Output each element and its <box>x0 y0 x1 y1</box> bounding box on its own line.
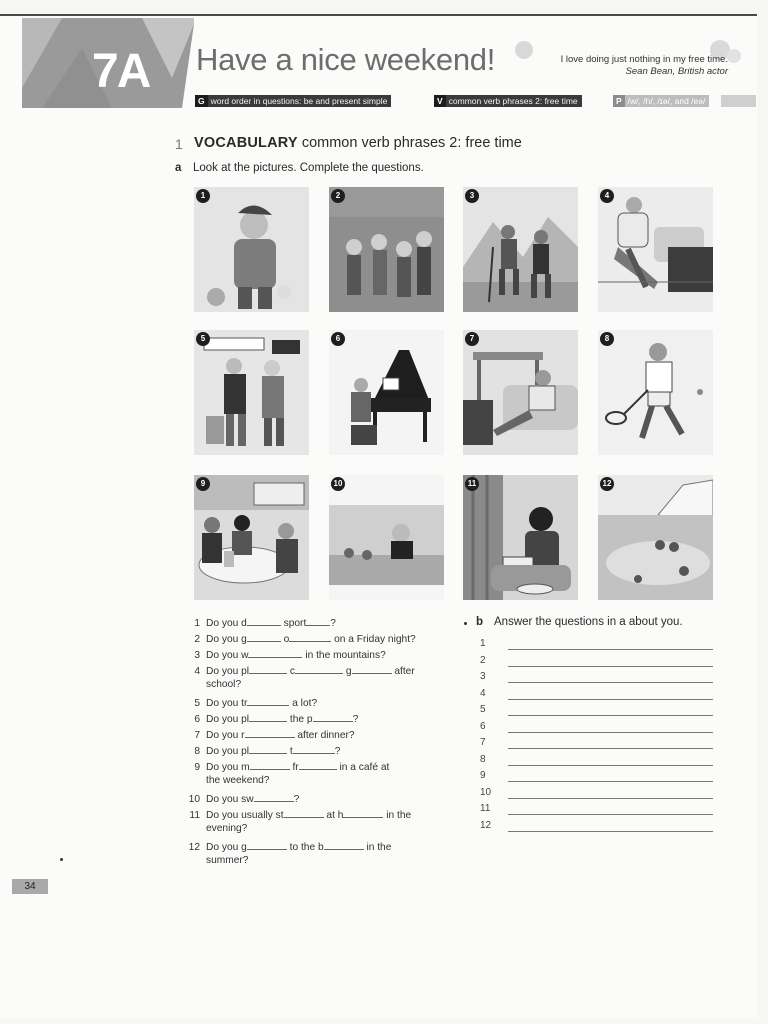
picture-11 <box>463 475 578 600</box>
question-number: 2 <box>194 634 200 645</box>
answer-label: 4 <box>480 687 486 699</box>
question-text: in the <box>366 842 392 853</box>
question-text: ? <box>352 714 359 725</box>
question-text: o <box>283 634 290 645</box>
answer-label: 6 <box>480 720 486 732</box>
answer-blank[interactable] <box>299 760 337 770</box>
question-text: Do you pl <box>206 714 250 725</box>
question-text: Do you d <box>206 618 247 629</box>
answer-blank[interactable] <box>249 712 287 722</box>
answer-blank[interactable] <box>248 648 302 658</box>
picture-1 <box>194 187 309 312</box>
question-5 <box>180 696 317 710</box>
question-text: Do you pl <box>206 666 250 677</box>
answer-blank[interactable] <box>247 696 289 706</box>
question-6 <box>180 712 358 726</box>
picture-5 <box>194 330 309 455</box>
illustration-icon <box>598 475 713 600</box>
answer-label: 7 <box>480 737 486 748</box>
question-text: in a café at <box>339 762 390 773</box>
question-text: a lot? <box>292 698 318 709</box>
picture-2 <box>329 187 444 312</box>
question-text: after dinner? <box>297 730 355 741</box>
answer-line[interactable] <box>508 748 713 749</box>
question-text: Do you m <box>206 762 250 773</box>
section-title-bold: VOCABULARY <box>194 135 298 151</box>
illustration-icon <box>463 187 578 312</box>
illustration-icon <box>329 475 444 600</box>
answer-line[interactable] <box>508 682 713 683</box>
quote <box>508 54 728 78</box>
answer-line[interactable] <box>508 814 713 815</box>
question-text: on a Friday night? <box>334 634 416 645</box>
answer-line[interactable] <box>508 699 713 700</box>
answer-blank[interactable] <box>247 840 287 850</box>
picture-number: 2 <box>331 189 345 203</box>
page-number: 34 <box>12 879 48 894</box>
question-number: 11 <box>189 810 200 821</box>
answer-blank[interactable] <box>250 760 290 770</box>
question-number: 12 <box>188 842 200 853</box>
answer-label: 8 <box>480 753 486 765</box>
question-number: 1 <box>194 618 200 629</box>
question-1 <box>180 616 336 630</box>
unit-badge <box>22 18 194 108</box>
quote-author: Sean Bean, British actor <box>625 66 728 77</box>
question-4 <box>180 664 415 691</box>
question-8 <box>180 744 340 758</box>
answer-label: 5 <box>480 704 486 715</box>
vocab-tag <box>434 95 582 107</box>
pron-text: /w/, /h/, /ɪə/, and /eə/ <box>627 96 706 106</box>
answer-label: 9 <box>480 770 486 781</box>
question-text: Do you w <box>206 650 249 661</box>
question-3 <box>180 648 386 662</box>
page-title: Have a nice weekend! <box>196 42 496 77</box>
illustration-icon <box>194 475 309 600</box>
question-2 <box>180 632 416 646</box>
picture-10 <box>329 475 444 600</box>
picture-7 <box>463 330 578 455</box>
answer-blank[interactable] <box>324 840 364 850</box>
question-text: after <box>394 666 415 677</box>
question-text: t <box>289 746 293 757</box>
answer-line[interactable] <box>508 765 713 766</box>
pron-key: P <box>613 95 625 107</box>
answer-blank[interactable] <box>289 632 331 642</box>
answer-blank[interactable] <box>313 712 353 722</box>
part-b-letter: b <box>476 616 484 628</box>
answer-blank[interactable] <box>352 664 392 674</box>
question-text: ? <box>334 746 341 757</box>
answer-line[interactable] <box>508 666 713 667</box>
picture-3 <box>463 187 578 312</box>
question-number: 7 <box>194 730 200 741</box>
picture-number: 1 <box>196 189 210 203</box>
answer-blank[interactable] <box>247 616 281 626</box>
question-text: Do you pl <box>206 746 250 757</box>
picture-number: 7 <box>465 332 479 346</box>
illustration-icon <box>463 475 578 600</box>
picture-number: 9 <box>196 477 210 491</box>
illustration-icon <box>194 330 309 455</box>
unit-objectives-ribbon <box>195 95 756 107</box>
answer-blank[interactable] <box>249 744 287 754</box>
grammar-tag <box>195 95 391 107</box>
answer-blank[interactable] <box>284 808 324 818</box>
question-number: 6 <box>194 714 200 725</box>
question-7 <box>180 728 355 742</box>
illustration-icon <box>463 330 578 455</box>
question-number: 8 <box>194 746 200 757</box>
question-number: 4 <box>194 666 200 677</box>
illustration-icon <box>329 187 444 312</box>
picture-number: 12 <box>600 477 614 491</box>
unit-number: 7A <box>92 45 150 98</box>
picture-4 <box>598 187 713 312</box>
question-number: 10 <box>188 794 200 805</box>
answer-label: 10 <box>480 786 492 798</box>
answer-blank[interactable] <box>295 664 343 674</box>
answer-blank[interactable] <box>254 792 294 802</box>
illustration-icon <box>598 187 713 312</box>
illustration-icon <box>329 330 444 455</box>
grammar-text: word order in questions: be and present simple <box>210 96 388 106</box>
answer-label: 1 <box>480 638 486 649</box>
question-text: in the mountains? <box>305 650 386 661</box>
answer-label: 3 <box>480 671 486 682</box>
answer-line[interactable] <box>508 781 713 782</box>
top-rule <box>0 14 757 16</box>
answer-blank[interactable] <box>245 728 295 738</box>
answer-line[interactable] <box>508 649 713 650</box>
question-10 <box>180 792 299 806</box>
question-text: to the b <box>289 842 324 853</box>
question-text: sport <box>283 618 307 629</box>
question-number: 3 <box>194 650 200 661</box>
answer-label: 12 <box>480 819 492 831</box>
question-text: in the <box>386 810 412 821</box>
answer-line[interactable] <box>508 715 713 716</box>
question-text: g <box>345 666 352 677</box>
question-12 <box>180 840 391 867</box>
picture-number: 8 <box>600 332 614 346</box>
question-text: fr <box>292 762 299 773</box>
question-number: 9 <box>194 762 200 773</box>
question-continuation: the weekend? <box>206 775 270 786</box>
section-title-rest: common verb phrases 2: free time <box>301 135 522 151</box>
illustration-icon <box>194 187 309 312</box>
question-continuation: evening? <box>206 823 248 834</box>
picture-number: 4 <box>600 189 614 203</box>
picture-number: 3 <box>465 189 479 203</box>
question-text: the p <box>289 714 313 725</box>
question-continuation: school? <box>206 679 242 690</box>
picture-number: 11 <box>465 477 479 491</box>
part-a-letter: a <box>175 162 182 174</box>
answer-blank[interactable] <box>247 632 281 642</box>
question-number: 5 <box>194 698 200 709</box>
stray-dot <box>60 858 63 861</box>
answer-line[interactable] <box>508 831 713 832</box>
question-text: Do you r <box>206 730 245 741</box>
question-text: Do you g <box>206 634 247 645</box>
question-11 <box>180 808 411 835</box>
part-a-instruction: Look at the pictures. Complete the questions. <box>193 162 424 174</box>
picture-9 <box>194 475 309 600</box>
ribbon-tail <box>721 95 756 107</box>
picture-8 <box>598 330 713 455</box>
illustration-icon <box>598 330 713 455</box>
picture-number: 5 <box>196 332 210 346</box>
answer-blank[interactable] <box>343 808 383 818</box>
question-9 <box>180 760 389 787</box>
section-number: 1 <box>175 136 183 152</box>
question-text: ? <box>293 794 300 805</box>
question-text: at h <box>326 810 344 821</box>
picture-number: 10 <box>331 477 345 491</box>
answer-label: 11 <box>480 803 491 814</box>
question-text: c <box>289 666 295 677</box>
stray-dot <box>464 622 467 625</box>
picture-12 <box>598 475 713 600</box>
question-text: Do you sw <box>206 794 254 805</box>
section-title <box>194 135 522 151</box>
question-text: Do you usually st <box>206 810 284 821</box>
part-b-instruction: Answer the questions in a about you. <box>494 616 683 628</box>
answer-blank[interactable] <box>249 664 287 674</box>
vocab-key: V <box>434 95 446 107</box>
question-text: ? <box>330 618 336 629</box>
answer-line[interactable] <box>508 732 713 733</box>
grammar-key: G <box>195 95 208 107</box>
question-continuation: summer? <box>206 855 249 866</box>
quote-text: I love doing just nothing in my free time. <box>560 54 728 65</box>
answer-line[interactable] <box>508 798 713 799</box>
picture-number: 6 <box>331 332 345 346</box>
question-text: Do you g <box>206 842 247 853</box>
answer-label: 2 <box>480 654 486 666</box>
question-text: Do you tr <box>206 698 248 709</box>
answer-blank[interactable] <box>306 616 330 626</box>
picture-6 <box>329 330 444 455</box>
vocab-text: common verb phrases 2: free time <box>448 96 578 106</box>
pron-tag <box>613 95 709 107</box>
answer-blank[interactable] <box>293 744 335 754</box>
